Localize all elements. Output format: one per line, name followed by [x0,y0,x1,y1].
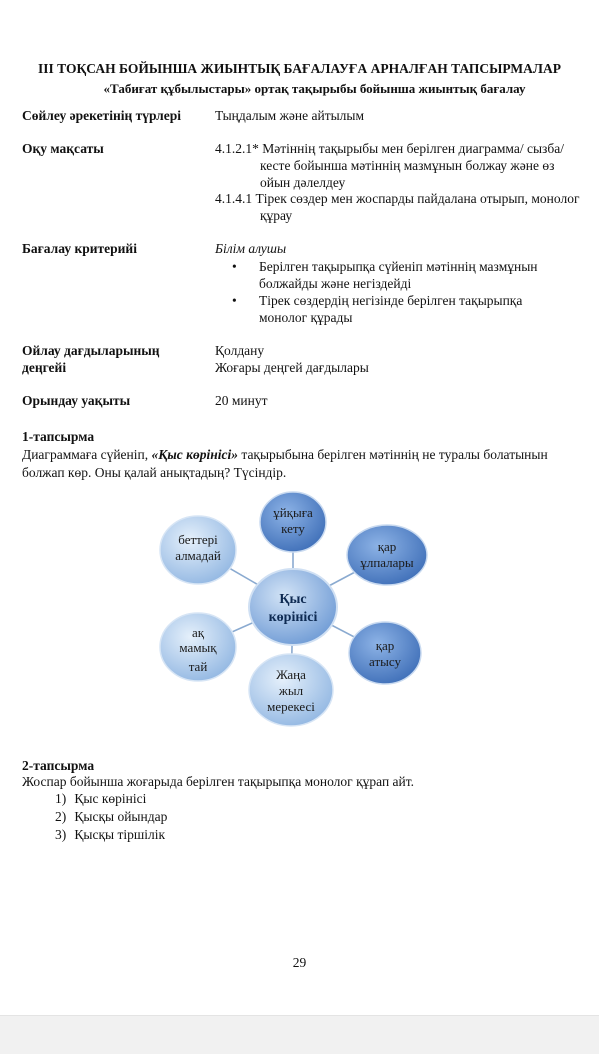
thinking-value-line-2: Жоғары деңгей дағдылары [215,360,369,375]
criteria-bullet-1-line-1: Берілген тақырыпқа сүйеніп мәтіннің мазмұнын [259,259,538,274]
plan-item-number: 2) [55,809,67,824]
task-1-topic: «Қыс көрінісі» [151,447,238,462]
task-2-heading: 2-тапсырма [22,758,95,773]
plan-item-number: 1) [55,791,67,806]
node-center [249,569,337,645]
task-2-instruction: Жоспар бойынша жоғарыда берілген тақырыпқа монолог құрап айт. [22,774,415,789]
node-whitefoal-line-2: мамық [179,640,217,655]
document-title: ІІІ ТОҚСАН БОЙЫНША ЖИЫНТЫҚ БАҒАЛАУҒА АРНАЛҒАН ТАПСЫРМАЛАР [38,61,561,76]
criteria-label: Бағалау критерийі [22,241,137,256]
plan-item-text: Қысқы тіршілік [74,827,166,842]
thinking-label-line-2: деңгейі [22,360,67,375]
speech-types-label: Сөйлеу әрекетінің түрлері [22,108,182,123]
node-cheeks-line-1: беттері [178,532,218,547]
node-newyear-line-2: жыл [278,683,304,698]
time-label: Орындау уақыты [22,393,131,408]
goal-1-line-3: ойын дәлелдеу [260,175,346,190]
criteria-bullet-2-line-1: Тірек сөздердің негізінде берілген тақырыпқа [259,293,523,308]
criteria-subhead: Білім алушы [215,241,287,256]
plan-item-number: 3) [55,827,67,842]
node-newyear-line-1: Жаңа [276,667,306,682]
node-whitefoal-line-1: ақ [191,625,205,640]
task-1-text-line-2: болжап көр. Оны қалай анықтадың? Түсіндір. [22,465,287,480]
node-snowflakes-line-2: ұлпалары [360,555,414,570]
criteria-bullet-2 [232,292,572,326]
node-sleep [260,492,326,552]
plan-list [55,790,167,844]
time-value: 20 минут [215,393,268,408]
document-subtitle: «Табиғат құбылыстары» ортақ тақырыбы бойынша жиынтық бағалау [103,81,526,96]
goal-1-line-1: 4.1.2.1* Мәтіннің тақырыбы мен берілген диаграмма/ сызба/ [215,141,565,156]
thinking-level-value [215,342,369,376]
node-snowflakes [347,525,427,585]
node-snowfall-line-2: атысу [369,654,401,669]
plan-item [55,808,167,826]
task-1-text [22,446,597,482]
thinking-level-label [22,342,160,376]
task-1-text-start: Диаграммаға сүйеніп, [22,447,152,462]
criteria-bullet-1 [232,258,572,292]
node-snowfall [349,622,421,684]
learning-goal-item-1 [215,140,564,191]
learning-goal-label: Оқу мақсаты [22,141,104,156]
learning-goal-item-2 [215,190,580,224]
node-newyear [249,654,333,726]
node-whitefoal-line-3: тай [188,659,208,674]
plan-item [55,790,167,808]
center-line-2: көрінісі [268,610,318,625]
node-snowflakes-line-1: қар [377,539,397,554]
page-bottom-margin [0,1015,599,1054]
thinking-value-line-1: Қолдану [215,343,265,358]
bullet-icon: • [232,293,237,308]
winter-mind-map [150,480,440,730]
speech-types-value: Тыңдалым және айтылым [215,108,365,123]
task-1-text-end: тақырыбына берілген мәтіннің не туралы болатынын [238,447,548,462]
node-sleep-line-2: кету [281,521,305,536]
plan-item-text: Қысқы ойындар [74,809,168,824]
criteria-bullet-1-line-2: болжайды және негіздейді [259,276,412,291]
center-line-1: Қыс [279,592,307,607]
node-snowfall-line-1: қар [375,638,395,653]
node-sleep-line-1: ұйқыға [273,505,313,520]
node-whitefoal [160,613,236,681]
bullet-icon: • [232,259,237,274]
task-1-heading: 1-тапсырма [22,429,95,444]
page-number: 29 [292,955,307,970]
plan-item [55,826,167,844]
node-newyear-line-3: мерекесі [267,699,315,714]
node-cheeks [160,516,236,584]
thinking-label-line-1: Ойлау дағдыларының [22,343,160,358]
plan-item-text: Қыс көрінісі [74,791,147,806]
node-cheeks-line-2: алмадай [175,548,221,563]
goal-2-line-1: 4.1.4.1 Тірек сөздер мен жоспарды пайдалана отырып, монолог [215,191,580,206]
goal-2-line-2: құрау [260,208,293,223]
goal-1-line-2: кесте бойынша мәтіннің мазмұнын болжау және өз [260,158,555,173]
criteria-bullet-2-line-2: монолог құрады [259,310,353,325]
